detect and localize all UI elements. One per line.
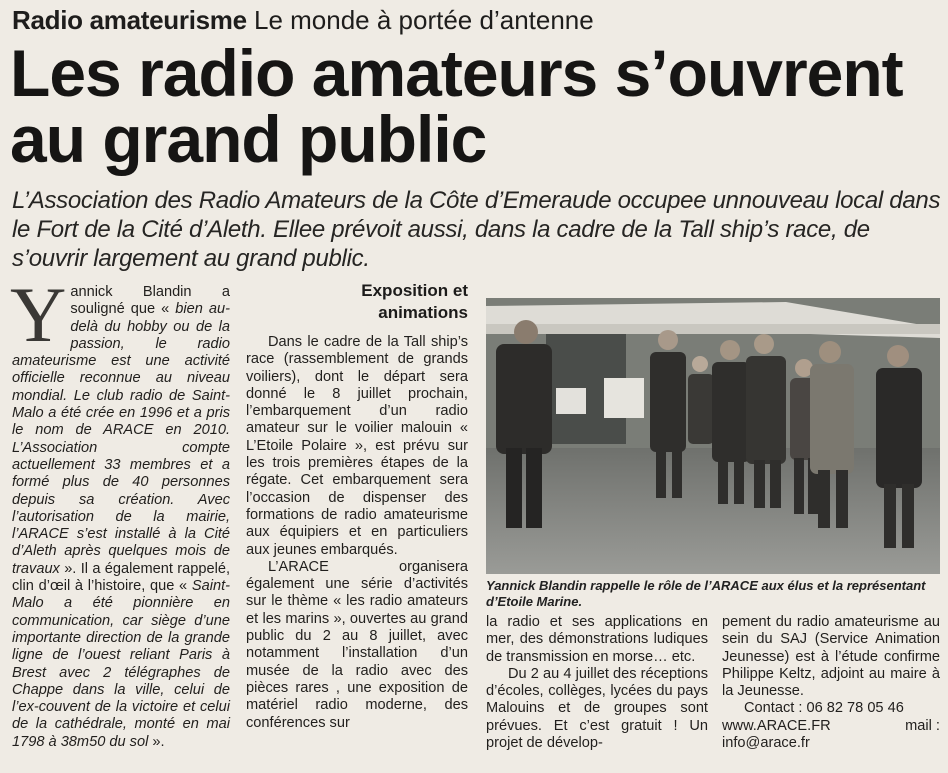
rubric-label: Radio amateurisme (12, 5, 247, 35)
contact-mail-label: mail : (905, 717, 940, 734)
column-4 (722, 614, 940, 752)
photo-caption: Yannick Blandin rappelle le rôle de l’ARACE aux élus et la représentant d’Etoile Marine. (486, 578, 926, 609)
col4-paragraph-1: pement du radio amateurisme au sein du SAJ (Service Animation Jeunesse) est à l’étude confirme Philippe Keltz, adjoint au maire à la Jeunesse. (722, 614, 940, 700)
contact-line (722, 718, 940, 735)
section-title: Exposition et animations (361, 281, 468, 322)
column-2 (246, 334, 468, 732)
col1-quote-1: bien au-delà du hobby ou de la passion, le radio amateurisme est une activité officielle reconnue au niveau mondial. Le club radio de Saint-Malo a été crée en 1996 et a pris le nom de ARACE en 2010. L’Association compte actuellement 33 membres et a formé plus de 40 personnes depuis sa création. Avec l’autorisation de la mairie, l’ARACE s’est installé à la Cité d’Aleth après quelques mois de travaux (12, 301, 230, 577)
photo-scene (486, 298, 940, 574)
lead-paragraph: L’Association des Radio Amateurs de la Côte d’Emeraude occupee unnouveau local dans le Fort de la Cité d’Aleth. Ellee prévoit aussi, dans la cadre de la Tall ship’s race, de s’ouvrir largement au grand public. (12, 187, 941, 272)
col1-quote-2: Saint-Malo a été pionnière en communication, car siège d’une importante direction de la grande ligne de l’ouest reliant Paris à Brest avec 2 télégraphes de Chappe dans la ville, celui de l’ex-couvent de la victoire et celui de la cathédrale, monté en mai 1798 à 38m50 du sol (12, 578, 230, 750)
contact-phone: Contact : 06 82 78 05 46 (744, 700, 904, 717)
col1-text-e: ». (148, 733, 165, 750)
contact-website: www.ARACE.FR (722, 717, 831, 734)
col2-paragraph-2: L’ARACE organisera également une série d’activités sur le thème « les radio amateurs et les marins », ouvertes au grand public du 2 au 8 juillet, avec notamment l’installation d’un musée de la radio avec des pièces rares , une exposition de matériel radio moderne, des conférences sur (246, 558, 468, 731)
col3-paragraph-2: Du 2 au 4 juillet des réceptions d’écoles, collèges, lycées du pays Malouins et de groupes sont prévues. Et c’est gratuit ! Un projet de dévelop- (486, 665, 708, 752)
col3-paragraph-1: la radio et ses applications en mer, des démonstrations ludiques de transmission en morse… etc. (486, 614, 708, 665)
col1-paragraph (10, 271, 230, 751)
kicker-subtitle: Le monde à portée d’antenne (254, 5, 594, 35)
col1-text-c: ». Il a également rappelé, clin d’œil à l’histoire, que « (12, 560, 230, 595)
headline: Les radio amateurs s’ouvrent au grand public (10, 36, 903, 176)
column-3 (486, 614, 708, 752)
col2-paragraph-1: Dans le cadre de la Tall ship’s race (rassemblement de grands voiliers), dont le départ sera donné le 8 juillet prochain, l’embarquement d’un radio amateur sur le voilier malouin « L’Etoile Polaire », est prévu sur les trois premières étapes de la régate. Cet embarquement sera l’occasion de dispenser des formations de radio amateurisme aux équipiers et en particuliers aux jeunes embarqués. (246, 334, 468, 558)
col1-text-a: annick Blandin a souligné que « (70, 284, 230, 318)
contact-email: info@arace.fr (722, 735, 810, 752)
drop-cap: Y (10, 271, 67, 358)
kicker (12, 4, 594, 36)
column-1 (10, 271, 230, 751)
article-photo (486, 298, 940, 574)
